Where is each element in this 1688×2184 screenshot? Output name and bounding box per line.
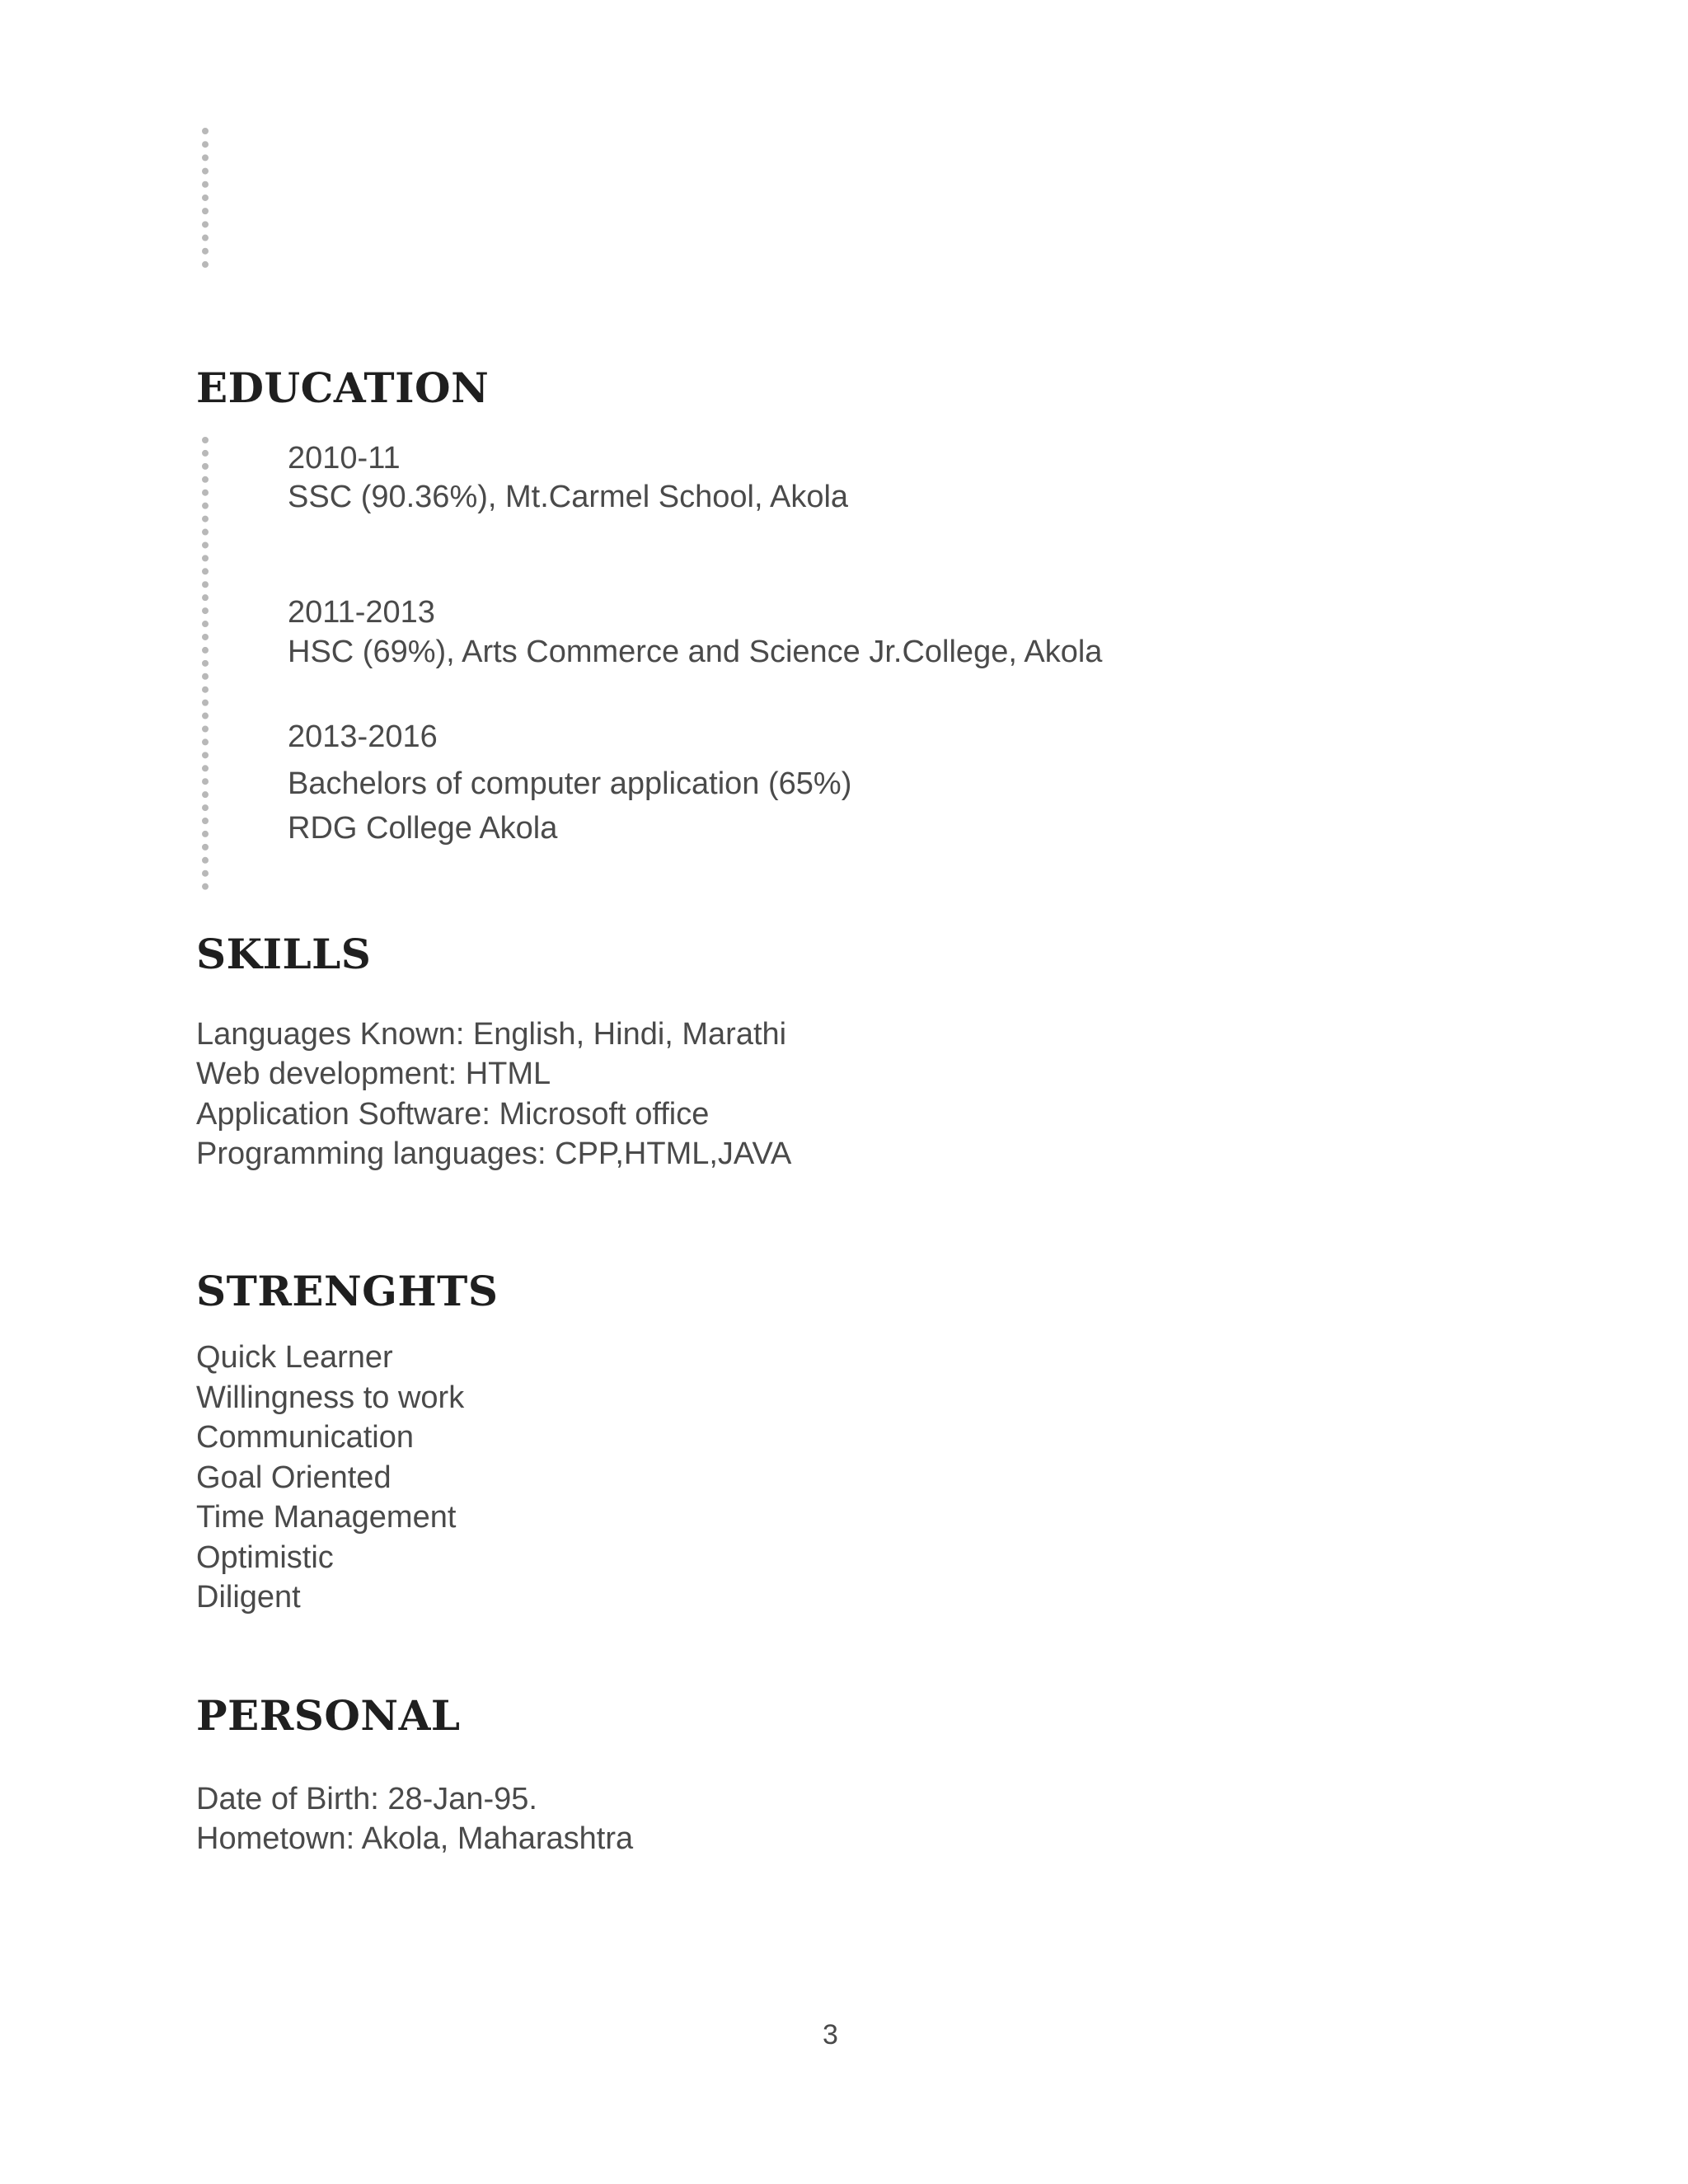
strength-item: Communication [196, 1420, 414, 1455]
education-heading: EDUCATION [196, 363, 490, 412]
skills-item: Languages Known: English, Hindi, Marathi [196, 1017, 787, 1052]
page-number: 3 [823, 2019, 838, 2050]
strength-item: Goal Oriented [196, 1460, 392, 1495]
skills-item: Programming languages: CPP,HTML,JAVA [196, 1137, 792, 1171]
strength-item: Willingness to work [196, 1380, 465, 1415]
top-divider-dotted [202, 128, 209, 268]
strengths-heading: STRENGHTS [196, 1267, 499, 1315]
education-divider-dotted [202, 437, 209, 890]
skills-heading: SKILLS [196, 930, 372, 978]
education-detail: Bachelors of computer application (65%) [288, 766, 852, 801]
strength-item: Quick Learner [196, 1340, 393, 1375]
personal-item: Date of Birth: 28-Jan-95. [196, 1782, 537, 1816]
skills-item: Web development: HTML [196, 1057, 551, 1091]
strength-item: Diligent [196, 1580, 301, 1615]
personal-heading: PERSONAL [196, 1691, 461, 1740]
strength-item: Optimistic [196, 1540, 334, 1575]
education-detail: HSC (69%), Arts Commerce and Science Jr.College, Akola [288, 635, 1103, 669]
education-detail: RDG College Akola [288, 811, 558, 846]
education-years: 2011-2013 [288, 595, 435, 630]
education-years: 2010-11 [288, 441, 401, 476]
skills-item: Application Software: Microsoft office [196, 1097, 710, 1132]
strength-item: Time Management [196, 1500, 457, 1535]
education-detail: SSC (90.36%), Mt.Carmel School, Akola [288, 480, 849, 514]
personal-item: Hometown: Akola, Maharashtra [196, 1821, 634, 1856]
education-years: 2013-2016 [288, 719, 438, 754]
